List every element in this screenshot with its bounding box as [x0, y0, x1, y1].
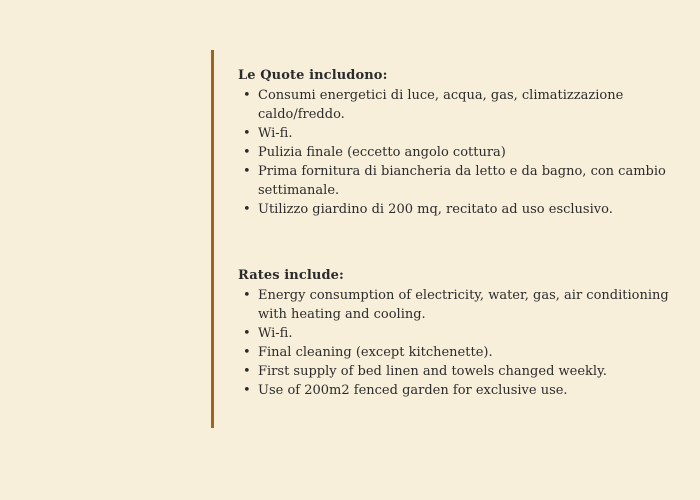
english-section	[238, 266, 678, 400]
list-item: • Prima fornitura di biancheria da letto e da bagno, con cambio settimanale.	[238, 162, 678, 200]
list-item: • Wi-fi.	[238, 324, 678, 343]
list-item: • Consumi energetici di luce, acqua, gas, climatizzazione caldo/freddo.	[238, 86, 678, 124]
list-item: • Wi-fi.	[238, 124, 678, 143]
list-item: • Energy consumption of electricity, water, gas, air conditioning with heating and cooling.	[238, 286, 678, 324]
italian-list	[238, 86, 678, 219]
list-item: • Utilizzo giardino di 200 mq, recitato ad uso esclusivo.	[238, 200, 678, 219]
list-item: • Use of 200m2 fenced garden for exclusive use.	[238, 381, 678, 400]
english-heading: Rates include:	[238, 268, 344, 283]
list-item: • First supply of bed linen and towels changed weekly.	[238, 362, 678, 381]
italian-section	[238, 66, 678, 219]
list-item: • Final cleaning (except kitchenette).	[238, 343, 678, 362]
italian-heading: Le Quote includono:	[238, 68, 388, 83]
list-item: • Pulizia finale (eccetto angolo cottura)	[238, 143, 678, 162]
vertical-divider-rule	[211, 50, 214, 428]
english-list	[238, 286, 678, 400]
